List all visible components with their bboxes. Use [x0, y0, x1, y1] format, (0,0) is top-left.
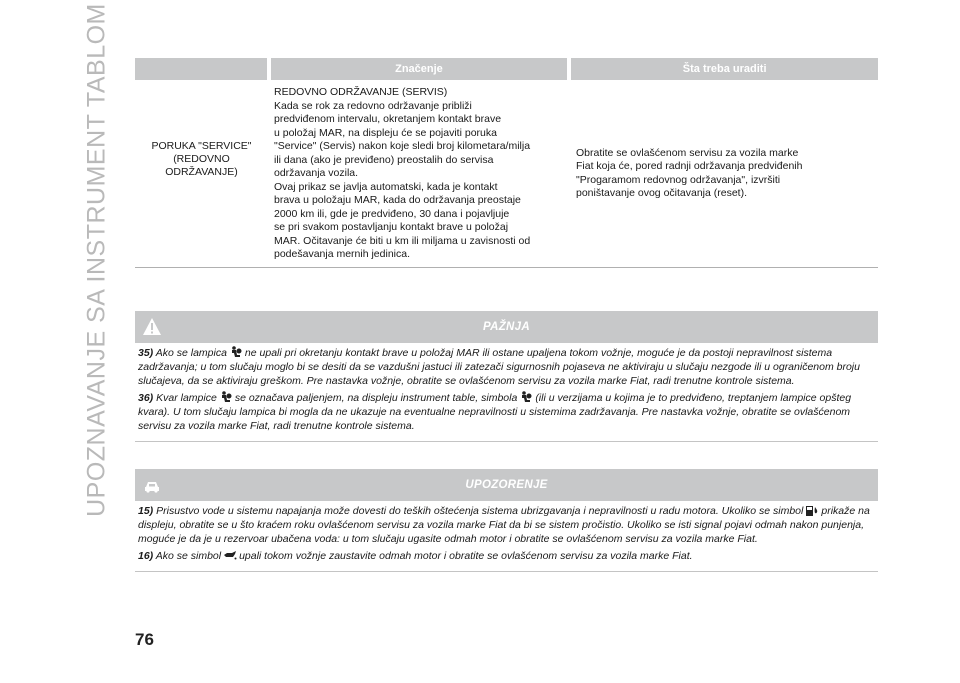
airbag-warning-icon	[229, 346, 243, 358]
warning-note-35: 35) Ako se lampica ne upali pri okretanju kontakt brave u položaj MAR ili ostane upaljena tokom vožnje, moguće je da postoji nepravilnost sistema zadržavanja; u tom slučaju moglo bi se desiti da se vazdušni jastuci ili zatezači sigurnosnih pojaseva ne aktiviraju u slučaju nezgode ili u ograničenom broju slučajeva, da se aktiviraju greškom. Pre nastavka vožnje, obratite se ovlašćenom servisu za vozila marke Fiat, radi trenutne kontrole sistema.	[138, 347, 860, 387]
warning-header	[135, 311, 878, 343]
caution-note-15: 15) Prisustvo vode u sistemu napajanja može dovesti do teških oštećenja sistema ubrizgavanja i nepravilnosti u radu motora. Ukoliko se simbol prikaže na displeju, obratite se u što kraćem roku ovlašćenom servisu za vozila marke Fiat da bi se sistem pročistio. Ukoliko se isti signal pojavi odmah nakon punjenja, moguće je da je u rezervoar ubačena voda: u tom slučaju ugasite odmah motor i obratite se ovlašćenom servisu za vozila marke Fiat.	[138, 505, 870, 545]
caution-box	[135, 469, 878, 572]
header-meaning: Značenje	[267, 58, 568, 80]
car-warning-icon	[142, 475, 162, 495]
warning-box	[135, 311, 878, 442]
oil-pressure-icon	[223, 549, 237, 561]
page-number: 76	[135, 630, 154, 649]
airbag-warning-icon	[219, 391, 233, 403]
caution-header	[135, 469, 878, 501]
caution-note-16: 16) Ako se simbol upali tokom vožnje zaustavite odmah motor i obratite se ovlašćenom servisu za vozila marke Fiat.	[138, 550, 693, 562]
header-action: Šta treba uraditi	[567, 58, 878, 80]
caution-body	[135, 501, 878, 571]
message-table	[135, 58, 878, 268]
side-section-title: UPOZNAVANJE SA INSTRUMENT TABLOM	[82, 3, 111, 517]
caution-title: UPOZORENJE	[465, 479, 548, 491]
airbag-warning-icon	[519, 391, 533, 403]
table-row	[135, 80, 878, 268]
warning-triangle-icon	[142, 317, 162, 337]
meaning-text: REDOVNO ODRŽAVANJE (SERVIS) Kada se rok za redovno održavanje približi predviđenom intervalu, okretanjem kontakt brave u položaj MAR, na displeju će se pojaviti poruka "Service" (Servis) nakon koje sledi broj kilometara/milja ili dana (ako je previđeno) preostalih do servisa održavanja vozila. Ovaj prikaz se javlja automatski, kada je kontakt brava u položaju MAR, kada do održavanja preostaje 2000 km ili, gde je predviđeno, 30 dana i pojavljuje se pri svakom postavljanju kontakt brave u položaj MAR. Očitavanje će biti u km ili miljama u zavisnosti od podešavanja mernih jedinica.	[274, 86, 531, 260]
message-name: PORUKA "SERVICE" (REDOVNO ODRŽAVANJE)	[151, 140, 252, 179]
table-header	[135, 58, 878, 80]
action-text: Obratite se ovlašćenom servisu za vozila marke Fiat koja će, pored radnji održavanja predviđenih "Progaramom redovnog održavanja", izvršiti poništavanje ovog očitavanja (reset).	[576, 146, 803, 200]
warning-title: PAŽNJA	[483, 321, 530, 333]
warning-note-36: 36) Kvar lampice se označava paljenjem, na displeju instrument table, simbola (ili u verzijama u kojima je to predviđeno, treptanjem lampice opšteg kvara). U tom slučaju lampica bi mogla da ne ukazuje na eventualne nepravilnosti u sistemima zadržavanja. Pre nastavka vožnje, obratite se ovlašćenom servisu za vozila marke Fiat, radi trenutne kontrole sistema.	[138, 392, 852, 432]
water-in-fuel-icon	[805, 504, 819, 516]
header-empty	[135, 58, 267, 80]
warning-body	[135, 343, 878, 441]
